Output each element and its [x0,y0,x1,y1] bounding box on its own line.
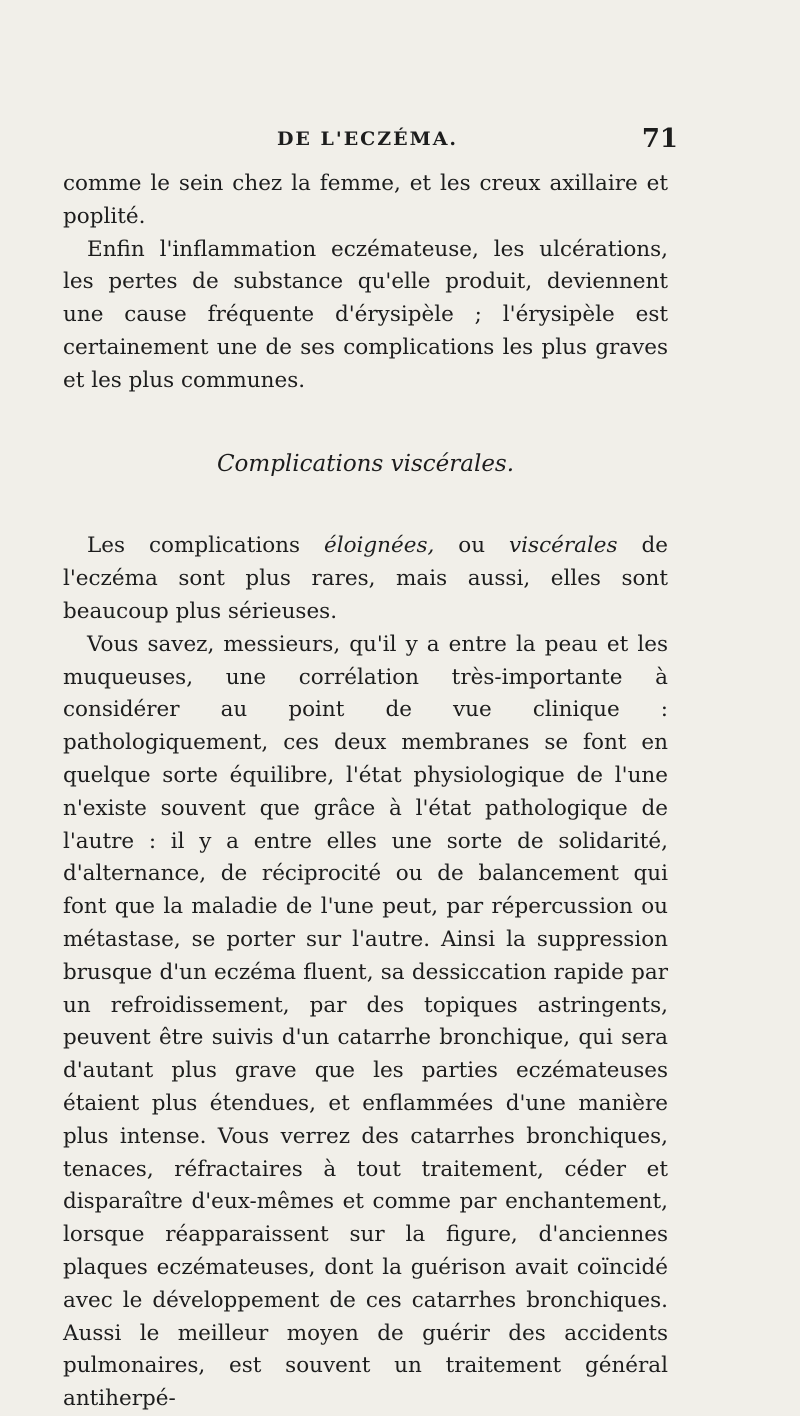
paragraph-3-text-c: de l'eczéma sont plus rares, mais aussi, elles sont beaucoup plus sérieuses. [63,533,668,624]
paragraph-3-text-a: Les complications [87,533,324,559]
running-title: DE L'ECZÉMA. [276,128,459,150]
page-number: 71 [641,124,678,154]
paragraph-3-text-b: ou [434,533,510,559]
paragraph-1: comme le sein chez la femme, et les creux axillaire et poplité. [63,171,668,229]
emphasis-eloignees: éloignées, [324,533,435,559]
page-header [63,124,678,160]
paragraph-2: Enfin l'inflammation eczémateuse, les ulcérations, les pertes de substance qu'elle produit, deviennent une cause fréquente d'érysipèle ; l'érysipèle est certainement une de ses complications les plus graves et les plus communes. [63,236,668,393]
body-text [63,168,668,1416]
paragraph-4: Vous savez, messieurs, qu'il y a entre la peau et les muqueuses, une corrélation très-importante à considérer au point de vue clinique : pathologiquement, ces deux membranes se font en quelque sorte équilibre, l'état physiologique de l'une n'existe souvent que grâce à l'état pathologique de l'autre : il y a entre elles une sorte de solidarité, d'alternance, de réciprocité ou de balancement qui font que la maladie de l'une peut, par répercussion ou métastase, se porter sur l'autre. Ainsi la suppression brusque d'un eczéma fluent, sa dessiccation rapide par un refroidissement, par des topiques astringents, peuvent être suivis d'un catarrhe bronchique, qui sera d'autant plus grave que les parties eczémateuses étaient plus étendues, et enflammées d'une manière plus intense. Vous verrez des catarrhes bronchiques, tenaces, réfractaires à tout traitement, céder et disparaître d'eux-mêmes et comme par enchantement, lorsque réapparaissent sur la figure, d'anciennes plaques eczémateuses, dont la guérison avait coïncidé avec le développement de ces catarrhes bronchiques. Aussi le meilleur moyen de guérir des accidents pulmonaires, est souvent un traitement général antiherpé- [63,631,668,1412]
emphasis-viscerales: viscérales [509,533,618,559]
section-title: Complications viscérales. [216,450,515,477]
paragraph-3 [63,530,668,628]
